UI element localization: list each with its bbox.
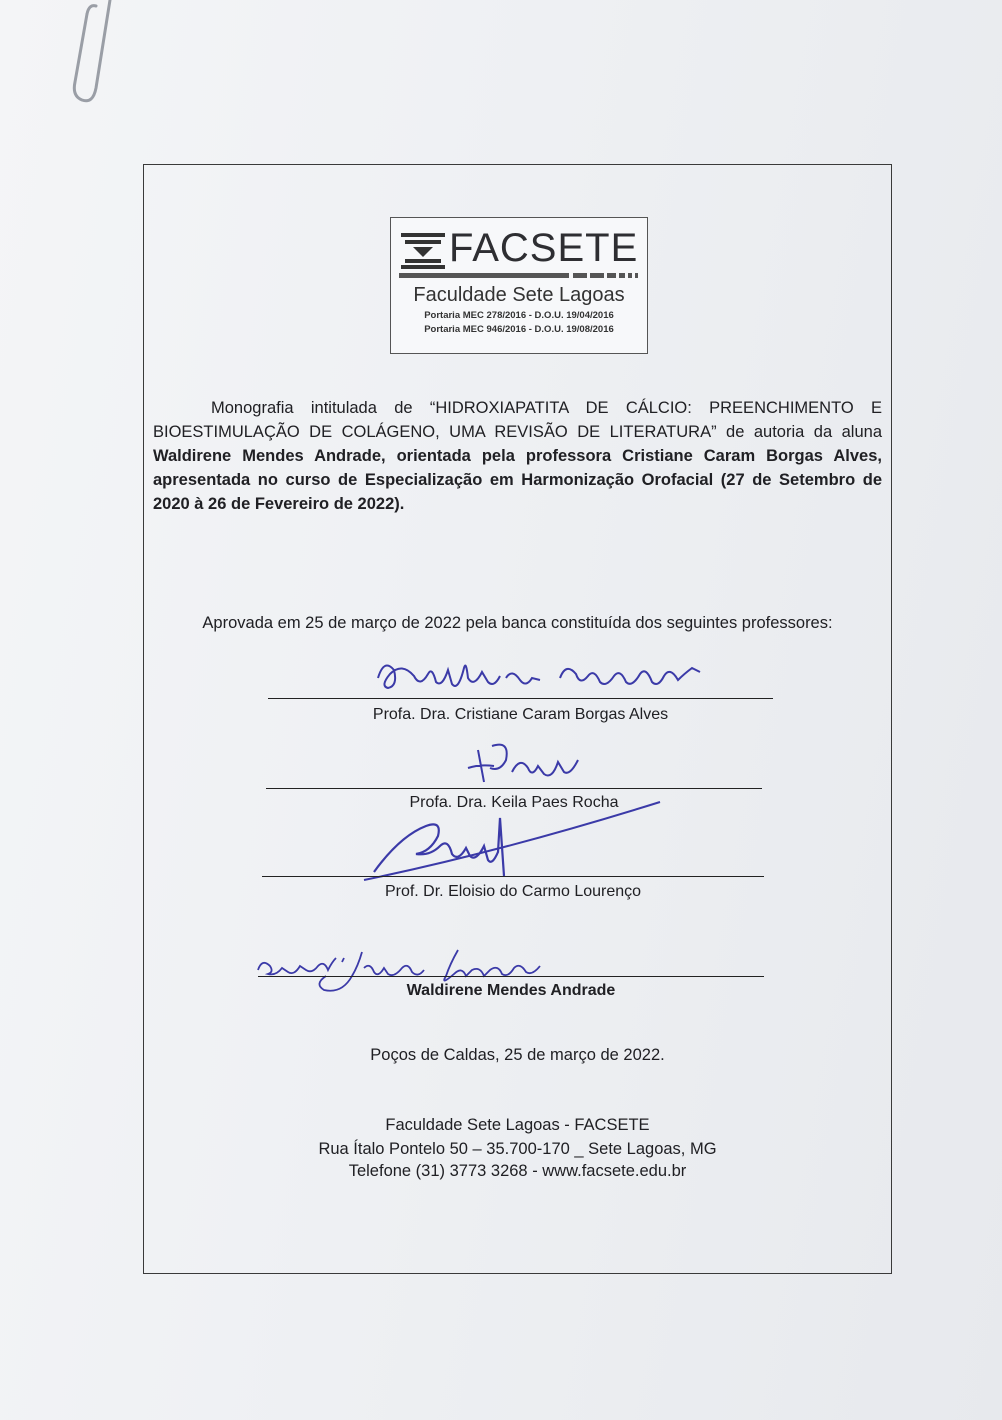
footer-address: Rua Ítalo Pontelo 50 – 35.700-170 _ Sete Lagoas, MG [318,1140,717,1158]
signature-line-2 [266,788,762,789]
logo-underline-bars [399,273,639,279]
monograph-description [153,396,882,516]
intro-text: Monografia intitulada de “HIDROXIAPATITA DE CÁLCIO: PREENCHIMENTO E BIOESTIMULAÇÃO DE COLÁGENO, UMA REVISÃO DE LITERATURA” de autoria da aluna [153,399,882,441]
facsete-emblem-icon [401,233,445,269]
facsete-logo [390,217,648,354]
signature-1 [370,648,710,700]
place-and-date: Poços de Caldas, 25 de março de 2022. [370,1046,665,1064]
signature-line-1 [268,698,773,699]
footer-institution: Faculdade Sete Lagoas - FACSETE [385,1116,650,1134]
signature-2 [460,738,590,790]
approval-statement: Aprovada em 25 de março de 2022 pela banca constituída dos seguintes professores: [202,614,833,632]
signature-line-4 [258,976,764,977]
signatory-name-1: Profa. Dra. Cristiane Caram Borgas Alves [372,706,669,723]
logo-name: FACSETE [449,226,639,270]
logo-portaria-1: Portaria MEC 278/2016 - D.O.U. 19/04/2016 [424,310,614,321]
signatory-name-4: Waldirene Mendes Andrade [406,982,616,999]
signature-3 [360,796,670,886]
signature-line-3 [262,876,764,877]
logo-portaria-2: Portaria MEC 946/2016 - D.O.U. 19/08/2016 [424,324,614,335]
footer-contact: Telefone (31) 3773 3268 - www.facsete.edu.br [348,1162,687,1180]
signatory-name-3: Prof. Dr. Eloisio do Carmo Lourenço [384,883,642,900]
paperclip [60,0,130,110]
logo-subtitle: Faculdade Sete Lagoas [413,284,625,306]
intro-bold-text: Waldirene Mendes Andrade, orientada pela professora Cristiane Caram Borgas Alves, apresentada no curso de Especialização em Harmonização Orofacial (27 de Setembro de 2020 à 26 de Fevereiro de 2022). [153,447,882,513]
signatory-name-2: Profa. Dra. Keila Paes Rocha [409,794,619,811]
